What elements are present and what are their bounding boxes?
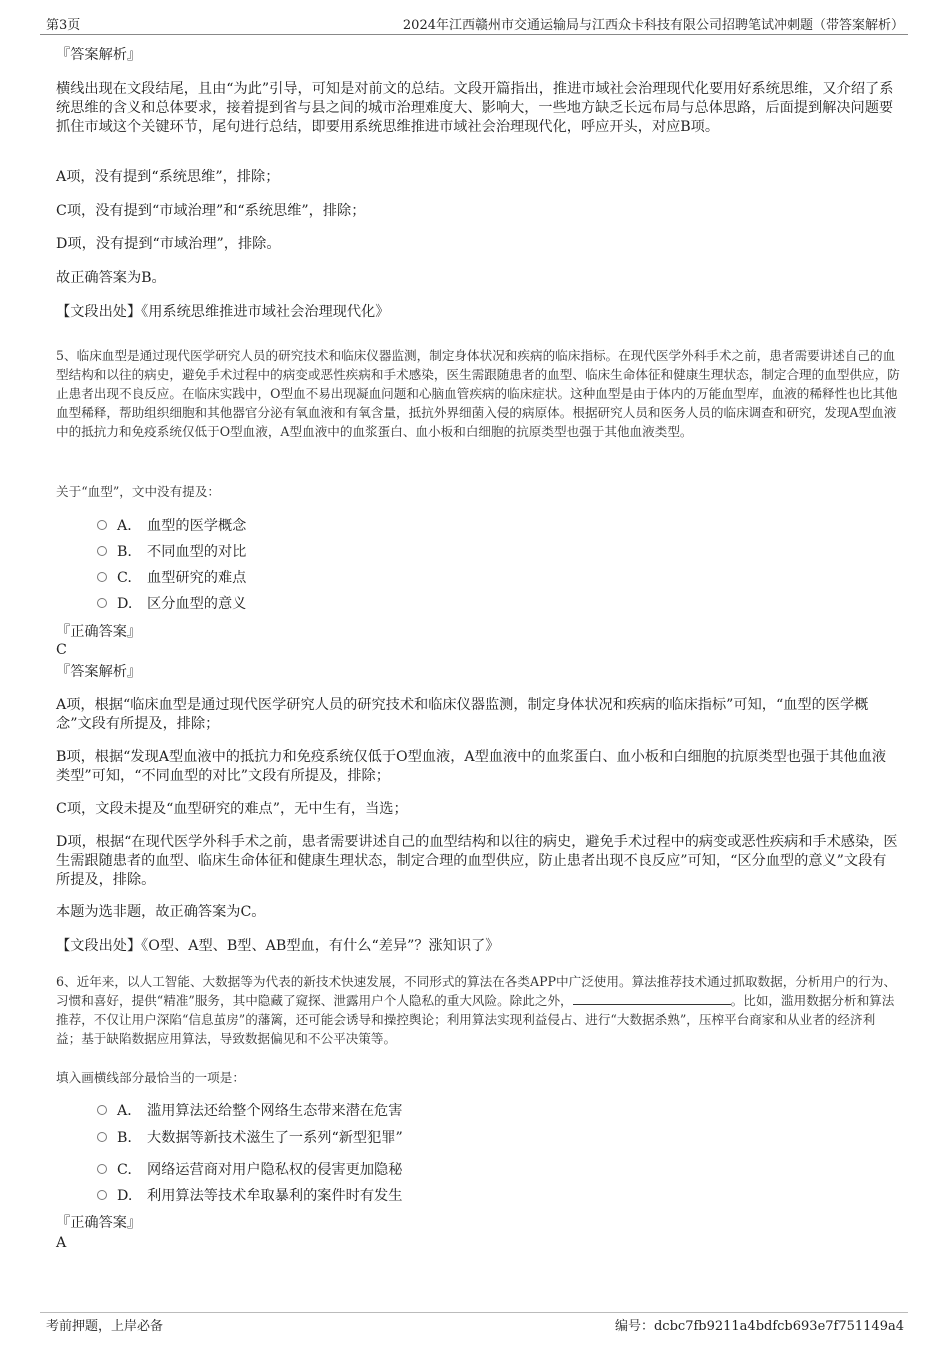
q5-analysis-heading: 『答案解析』	[56, 664, 142, 680]
page-header	[40, 12, 908, 35]
radio-icon[interactable]	[97, 520, 107, 530]
q5-option-b[interactable]: B. 不同血型的对比	[97, 542, 246, 562]
footer-slogan: 考前押题，上岸必备	[46, 1319, 164, 1334]
q5-analysis-b: B项，根据“发现A型血液中的抵抗力和免疫系统仅低于O型血液，A型血液中的血浆蛋白、血小板和白细胞的抗原类型也强于其他血液类型”可知，“不同血型的对比”文段有所提及，排除；	[56, 749, 887, 784]
page-number: 第3页	[46, 18, 81, 33]
q6-answer: A	[56, 1235, 67, 1251]
q6-option-b[interactable]: B. 大数据等新技术滋生了一系列“新型犯罪”	[97, 1128, 403, 1148]
q4-option-a-analysis: A项，没有提到“系统思维”，排除；	[56, 169, 280, 185]
q5-stem: 5、临床血型是通过现代医学研究人员的研究技术和临床仪器监测，制定身体状况和疾病的临床指标。在现代医学外科手术之前，患者需要讲述自己的血型结构和以往的病史，避免手术过程中的病变或恶性疾病和手术感染，医生需跟随患者的血型、临床生命体征和健康生理状态，制定合理的血型供应，防止患者出现不良反应。在临床实践中，O型血不易出现凝血问题和心脑血管疾病的临床症状。这种血型是由于体内的万能血型库，血液的稀释性也比其他血型稀释，帮助组织细胞和其他器官分泌有氧血液和有氧含量，抵抗外界细菌入侵的病原体。根据研究人员和医务人员的临床调查和研究，发现A型血液中的抵抗力和免疫系统仅低于O型血液，A型血液中的血浆蛋白、血小板和白细胞的抗原类型也强于其他血液类型。	[56, 348, 900, 439]
q5-question: 关于“血型”，文中没有提及：	[56, 484, 221, 499]
q5-option-c[interactable]: C. 血型研究的难点	[97, 568, 246, 588]
document-title: 2024年江西赣州市交通运输局与江西众卡科技有限公司招聘笔试冲刺题（带答案解析）	[402, 18, 904, 33]
q6-option-a[interactable]: A． 滥用算法还给整个网络生态带来潜在危害	[97, 1101, 402, 1121]
radio-icon[interactable]	[97, 1164, 107, 1174]
q6-option-d[interactable]: D. 利用算法等技术牟取暴利的案件时有发生	[97, 1186, 402, 1206]
q6-answer-heading: 『正确答案』	[56, 1215, 142, 1231]
q6-question: 填入画横线部分最恰当的一项是：	[56, 1070, 245, 1085]
q5-analysis-c: C项，文段未提及“血型研究的难点”，无中生有，当选；	[56, 801, 408, 817]
radio-icon[interactable]	[97, 546, 107, 556]
q5-option-a[interactable]: A． 血型的医学概念	[97, 516, 246, 536]
q4-analysis-heading: 『答案解析』	[56, 47, 142, 63]
q4-conclusion: 故正确答案为B。	[56, 270, 166, 286]
fill-in-blank	[573, 992, 731, 1005]
q6-option-c[interactable]: C. 网络运营商对用户隐私权的侵害更加隐秘	[97, 1160, 402, 1180]
q5-answer-heading: 『正确答案』	[56, 624, 142, 640]
q5-analysis-a: A项，根据“临床血型是通过现代医学研究人员的研究技术和临床仪器监测，制定身体状况和疾病的临床指标”可知，“血型的医学概念”文段有所提及，排除；	[56, 697, 869, 732]
q5-conclusion: 本题为选非题，故正确答案为C。	[56, 904, 266, 920]
q5-source: 【文段出处】《O型、A型、B型、AB型血，有什么“差异”？涨知识了》	[56, 938, 500, 954]
q6-stem: 6、近年来，以人工智能、大数据等为代表的新技术快速发展，不同形式的算法在各类APP中广泛使用。算法推荐技术通过抓取数据，分析用户的行为、习惯和喜好，提供“精准”服务，其中隐藏了窥探、泄露用户个人隐私的重大风险。除此之外， 。比如，滥用数据分析和算法推荐，不仅让用户深陷“信息茧房”的藩篱，还可能会诱导和操控舆论；利用算法实现利益侵占、进行“大数据杀熟”，压榨平台商家和从业者的经济利益；基于缺陷数据应用算法，导致数据偏见和不公平决策等。	[56, 974, 897, 1046]
q4-option-c-analysis: C项，没有提到“市域治理”和“系统思维”，排除；	[56, 203, 366, 219]
radio-icon[interactable]	[97, 1132, 107, 1142]
radio-icon[interactable]	[97, 1105, 107, 1115]
q4-option-d-analysis: D项，没有提到“市域治理”，排除。	[56, 236, 281, 252]
q4-analysis-text: 横线出现在文段结尾，且由“为此”引导，可知是对前文的总结。文段开篇指出，推进市域社会治理现代化要用好系统思维，又介绍了系统思维的含义和总体要求，接着提到省与县之间的城市治理难度大、影响大，一些地方缺乏长远布局与总体思路，后面提到解决问题要抓住市域这个关键环节，尾句进行总结，即要用系统思维推进市域社会治理现代化，呼应开头，对应B项。	[56, 81, 894, 135]
radio-icon[interactable]	[97, 1190, 107, 1200]
radio-icon[interactable]	[97, 572, 107, 582]
q4-source: 【文段出处】《用系统思维推进市域社会治理现代化》	[56, 304, 390, 320]
document-id: 编号：dcbc7fb9211a4bdfcb693e7f751149a4	[614, 1319, 904, 1334]
radio-icon[interactable]	[97, 598, 107, 608]
q5-option-d[interactable]: D. 区分血型的意义	[97, 594, 246, 614]
page-footer	[40, 1312, 908, 1334]
q5-analysis-d: D项，根据“在现代医学外科手术之前，患者需要讲述自己的血型结构和以往的病史，避免手术过程中的病变或恶性疾病和手术感染，医生需跟随患者的血型、临床生命体征和健康生理状态，制定合理的血型供应，防止患者出现不良反应”可知，“区分血型的意义”文段有所提及，排除。	[56, 834, 898, 888]
q5-answer: C	[56, 642, 67, 658]
